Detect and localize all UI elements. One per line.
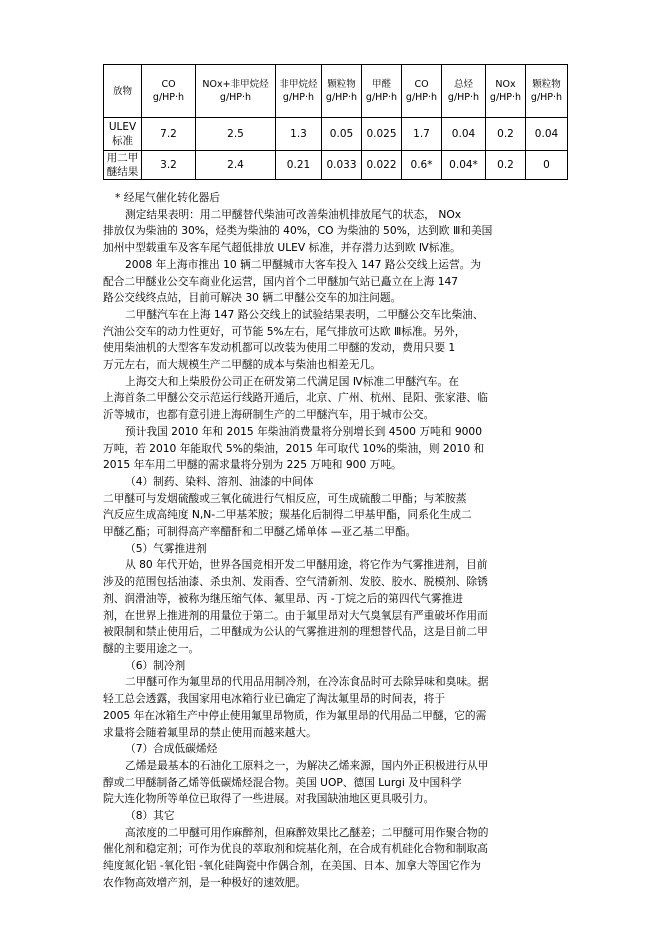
section-heading: （4）制药、染料、溶剂、油漆的中间体 <box>125 474 314 488</box>
table-cell: 0.025 <box>362 118 402 151</box>
paragraph-line: 排放仅为柴油的 30%，烃类为柴油的 40%，CO 为柴油的 50%，达到欧 Ⅲ和美国 <box>103 224 493 238</box>
paragraph-line: 二甲醚可与发烟硫酸或三氧化硫进行气相反应，可生成硫酸二甲酯；与苯胺蒸 <box>103 491 467 505</box>
paragraph-line: 院大连化物所等单位已取得了一些进展。对我国缺油地区更具吸引力。 <box>103 792 435 806</box>
row-label: 用二甲醚结果 <box>104 151 142 180</box>
header-cell: CO g/HP·h <box>402 65 442 118</box>
table-cell: 0.033 <box>322 151 362 180</box>
paragraph-line: 沂等城市，也都有意引进上海研制生产的二甲醚汽车，用于城市公交。 <box>103 408 435 422</box>
table-cell: 0.05 <box>322 118 362 151</box>
paragraph-line: 2008 年上海市推出 10 辆二甲醚城市大客车投入 147 路公交线上运营。为 <box>125 257 482 271</box>
table-cell: 0.2 <box>486 151 526 180</box>
paragraph-line: 加州中型载重车及客车尾气超低排放 ULEV 标准，并存潜力达到欧 Ⅳ标准。 <box>103 241 461 255</box>
paragraph-line: 汽油公交车的动力性更好，可节能 5%左右，尾气排放可达欧 Ⅲ标准。另外， <box>103 324 466 338</box>
header-cell: 颗粒物 g/HP·h <box>322 65 362 118</box>
section-heading: （8）其它 <box>125 809 175 823</box>
table-cell: 3.2 <box>142 151 196 180</box>
table-cell: 0.04 <box>526 118 568 151</box>
header-cell: CO g/HP·h <box>142 65 196 118</box>
section-heading: （6）制冷剂 <box>125 658 186 672</box>
paragraph-line: 二甲醚可作为氟里昂的代用品用制冷剂，在冷冻食品时可去除异味和臭味。据 <box>125 675 489 689</box>
paragraph-line: 上海首条二甲醚公交示范运行线路开通后，北京、广州、杭州、昆阳、张家港、临 <box>103 391 488 405</box>
paragraph-line: 乙烯是最基本的石油化工原料之一，为解决乙烯来源，国内外正积极进行从甲 <box>125 758 489 772</box>
table-cell: 1.3 <box>276 118 322 151</box>
paragraph-line: 农作物高效增产剂，是一种极好的速效肥。 <box>103 875 307 889</box>
table-row <box>104 118 568 151</box>
table-cell: 0.6* <box>402 151 442 180</box>
paragraph-line: 二甲醚汽车在上海 147 路公交线上的试验结果表明，二甲醚公交车比柴油、 <box>125 307 484 321</box>
paragraph-line: 测定结果表明：用二甲醚替代柴油可改善柴油机排放尾气的状态， NOx <box>125 207 462 221</box>
paragraph-line: 2015 年车用二甲醚的需求量将分别为 225 万吨和 900 万吨。 <box>103 458 402 472</box>
paragraph-line: 从 80 年代开始，世界各国竞相开发二甲醚用途，将它作为气雾推进剂，目前 <box>125 558 488 572</box>
table-cell: 7.2 <box>142 118 196 151</box>
table-cell: 0.2 <box>486 118 526 151</box>
header-cell: NOx+非甲烷烃 g/HP·h <box>196 65 276 118</box>
header-cell-pollutant: 放物 <box>104 65 142 118</box>
body-text <box>103 190 565 892</box>
header-cell: 总烃 g/HP·h <box>442 65 486 118</box>
paragraph-line: 剂，在世界上推进剂的用量位于第二。由于氟里昂对大气臭氧层有严重破坏作用而 <box>103 608 488 622</box>
paragraph-line: 剂、润滑油等，被称为继压缩气体、氟里昂、丙 -丁烷之后的第四代气雾推进 <box>103 591 463 605</box>
paragraph-line: 路公交线终点站，目前可解决 30 辆二甲醚公交车的加注问题。 <box>103 291 402 305</box>
paragraph-line: 万吨，若 2010 年能取代 5%的柴油，2015 年可取代 10%的柴油，则 2010 和 <box>103 441 485 455</box>
paragraph-line: 上海交大和上柴股份公司正在研发第二代满足国 Ⅳ标准二甲醚汽车。在 <box>125 374 459 388</box>
table-cell: 0.21 <box>276 151 322 180</box>
emission-table <box>103 64 568 180</box>
paragraph-line: 万元左右，而大规模生产二甲醚的成本与柴油也相差无几。 <box>103 358 381 372</box>
table-cell: 0.022 <box>362 151 402 180</box>
header-cell: 甲醛 g/HP·h <box>362 65 402 118</box>
header-cell: NOx g/HP·h <box>486 65 526 118</box>
paragraph-line: 汽反应生成高纯度 N,N-二甲基苯胺；羰基化后制得二甲基甲酯，同系化生成二 <box>103 508 472 522</box>
table-cell: 2.5 <box>196 118 276 151</box>
header-cell: 颗粒物 g/HP·h <box>526 65 568 118</box>
paragraph-line: 高浓度的二甲醚可用作麻醉剂，但麻醉效果比乙醚差；二甲醚可用作聚合物的 <box>125 825 489 839</box>
paragraph-line: 配合二甲醚业公交车商业化运营，国内首个二甲醚加气站已矗立在上海 147 <box>103 274 459 288</box>
paragraph-line: 求量将会随着氟里昂的禁止使用而越来越大。 <box>103 725 317 739</box>
paragraph-line: 醚的主要用途之一。 <box>103 641 200 655</box>
table-cell: 0.04 <box>442 118 486 151</box>
paragraph-line: 轻工总会透露，我国家用电冰箱行业已确定了淘汰氟里昂的时间表，将于 <box>103 692 446 706</box>
table-cell: 0.04* <box>442 151 486 180</box>
table-row <box>104 151 568 180</box>
paragraph-line: 催化剂和稳定剂；可作为优良的萃取剂和烷基化剂，在合成有机硅化合物和制取高 <box>103 842 488 856</box>
paragraph-line: 预计我国 2010 年和 2015 年柴油消费量将分别增长到 4500 万吨和 9000 <box>125 424 483 438</box>
table-cell: 2.4 <box>196 151 276 180</box>
paragraph-line: 纯度氮化铝 -氧化铝 -氧化硅陶瓷中作偶合剂，在美国、日本、加拿大等国它作为 <box>103 859 481 873</box>
paragraph-line: 2005 年在冰箱生产中停止使用氟里昂物质，作为氟里昂的代用品二甲醚，它的需 <box>103 708 487 722</box>
paragraph-line: 使用柴油机的大型客车发动机都可以改装为使用二甲醚的发动，费用只要 1 <box>103 341 456 355</box>
paragraph-line: 涉及的范围包括油漆、杀虫剂、发雨香、空气清新剂、发胶、胶水、脱模剂、除锈 <box>103 575 488 589</box>
paragraph-line: 醇或二甲醚制备乙烯等低碳烯烃混合物。美国 UOP、德国 Lurgi 及中国科学 <box>103 775 462 789</box>
table-cell: 1.7 <box>402 118 442 151</box>
footnote: * 经尾气催化转化器后 <box>115 191 220 204</box>
table-cell: 0 <box>526 151 568 180</box>
header-cell: 非甲烷烃 g/HP·h <box>276 65 322 118</box>
table-header-row <box>104 65 568 118</box>
paragraph-line: 被限制和禁止使用后，二甲醚成为公认的气雾推进剂的理想替代品，这是目前二甲 <box>103 625 488 639</box>
row-label: ULEV标准 <box>104 118 142 151</box>
paragraph-line: 甲醚乙酯；可制得高产率醋酐和二甲醚乙烯单体 —亚乙基二甲酯。 <box>103 525 417 539</box>
section-heading: （7）合成低碳烯烃 <box>125 742 218 756</box>
section-heading: （5）气雾推进剂 <box>125 541 207 555</box>
